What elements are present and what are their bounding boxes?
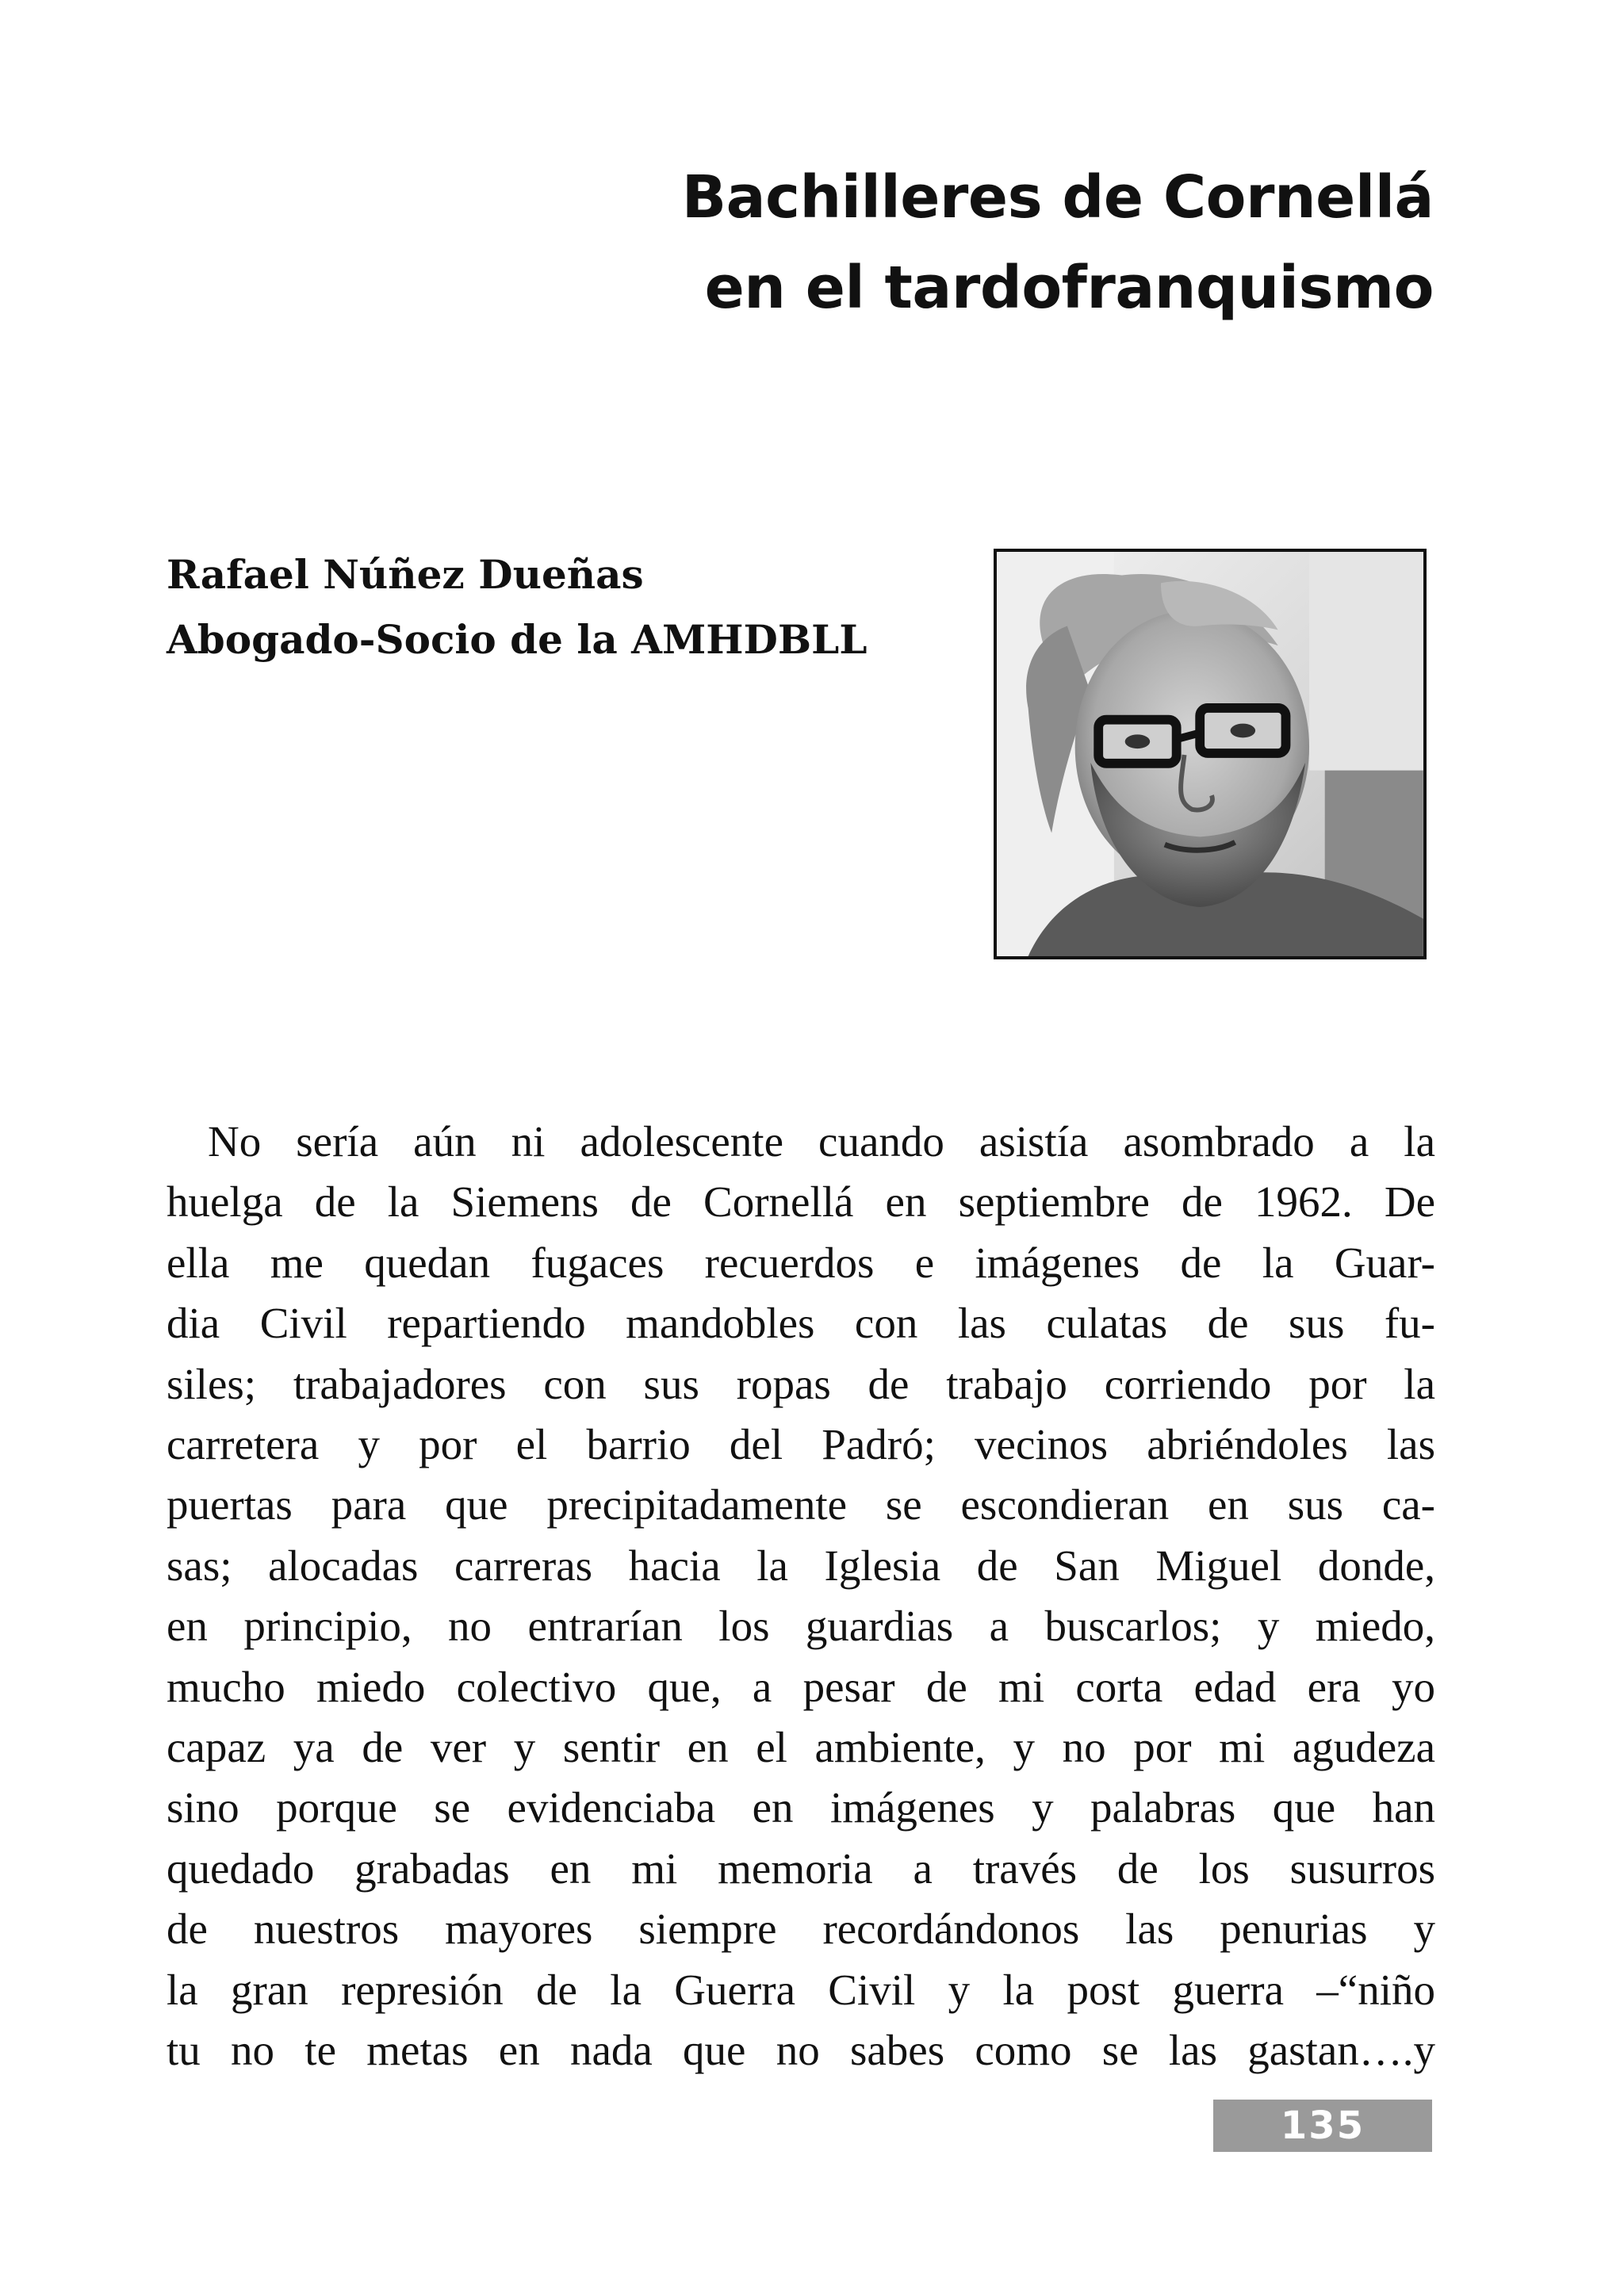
body-line: la gran represión de la Guerra Civil y la post guerra –“niño bbox=[167, 1965, 1435, 2014]
title-line-2: en el tardofranquismo bbox=[704, 254, 1434, 322]
body-line: dia Civil repartiendo mandobles con las culatas de sus fu- bbox=[167, 1299, 1435, 1348]
page-number-badge: 135 bbox=[1213, 2100, 1432, 2152]
body-line: mucho miedo colectivo que, a pesar de mi corta edad era yo bbox=[167, 1662, 1435, 1711]
body-line: puertas para que precipitadamente se escondieran en sus ca- bbox=[167, 1480, 1435, 1529]
author-photo bbox=[994, 549, 1427, 959]
body-line: siles; trabajadores con sus ropas de trabajo corriendo por la bbox=[167, 1359, 1435, 1408]
article-body bbox=[167, 1112, 1435, 2081]
body-line: sas; alocadas carreras hacia la Iglesia de San Miguel donde, bbox=[167, 1541, 1435, 1590]
author-block bbox=[167, 542, 880, 672]
title-line-1: Bachilleres de Cornellá bbox=[681, 163, 1434, 232]
portrait-icon bbox=[997, 552, 1423, 956]
body-line: huelga de la Siemens de Cornellá en septiembre de 1962. De bbox=[167, 1177, 1435, 1227]
body-line: ella me quedan fugaces recuerdos e imágenes de la Guar- bbox=[167, 1238, 1435, 1287]
author-role: Abogado-Socio de la AMHDBLL bbox=[167, 616, 868, 663]
author-name: Rafael Núñez Dueñas bbox=[167, 551, 644, 598]
body-line: No sería aún ni adolescente cuando asistía asombrado a la bbox=[208, 1117, 1435, 1166]
body-line: quedado grabadas en mi memoria a través de los susurros bbox=[167, 1843, 1435, 1893]
body-line: capaz ya de ver y sentir en el ambiente, y no por mi agudeza bbox=[167, 1723, 1435, 1772]
body-line: carretera y por el barrio del Padró; vecinos abriéndoles las bbox=[167, 1420, 1435, 1469]
body-line: en principio, no entrarían los guardias a buscarlos; y miedo, bbox=[167, 1602, 1435, 1651]
body-line: tu no te metas en nada que no sabes como se las gastan….y bbox=[167, 2026, 1435, 2075]
body-line: sino porque se evidenciaba en imágenes y palabras que han bbox=[167, 1783, 1435, 1832]
body-line: de nuestros mayores siempre recordándonos las penurias y bbox=[167, 1905, 1435, 1954]
article-title bbox=[403, 152, 1434, 333]
